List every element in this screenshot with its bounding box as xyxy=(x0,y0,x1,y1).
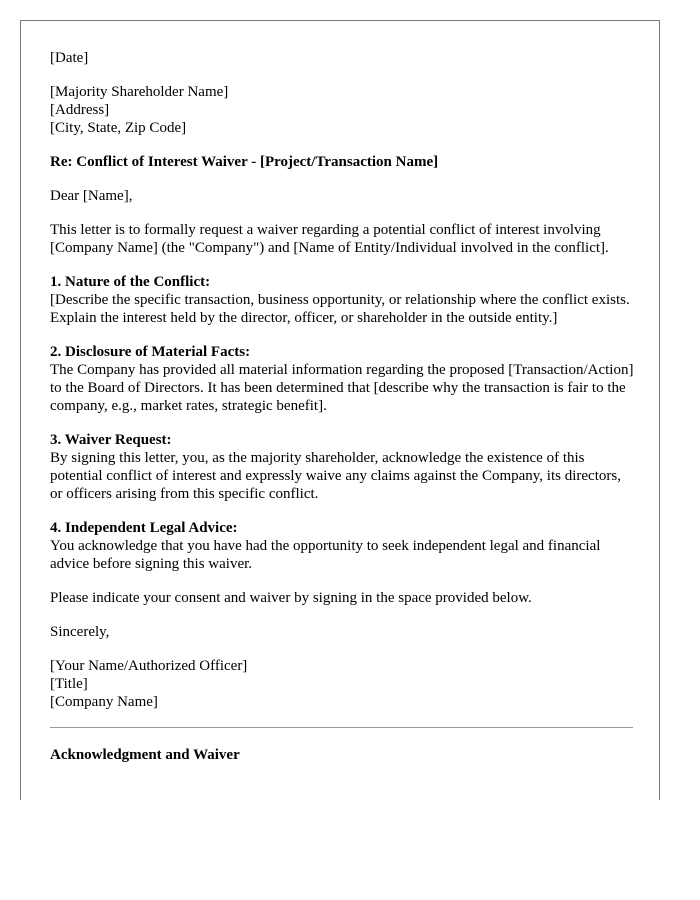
section-heading: 2. Disclosure of Material Facts: xyxy=(50,344,251,360)
signatory-title: [Title] xyxy=(50,676,88,692)
section-heading: 4. Independent Legal Advice: xyxy=(50,520,238,536)
recipient-city-state-zip: [City, State, Zip Code] xyxy=(50,120,187,136)
salutation: Dear [Name], xyxy=(50,188,133,204)
section-body: You acknowledge that you have had the opportunity to seek independent legal and financial advice before signing this waiver. xyxy=(50,538,601,572)
section-body: By signing this letter, you, as the majority shareholder, acknowledge the existence of this potential conflict of interest and expressly waive any claims against the Company, its directors, or officers arising from this specific conflict. xyxy=(50,450,621,502)
letter-content xyxy=(50,49,635,764)
recipient-address-block xyxy=(50,83,635,137)
date-block xyxy=(50,49,635,67)
intro-paragraph: This letter is to formally request a waiver regarding a potential conflict of interest involving [Company Name] (the "Company") and [Name of Entity/Individual involved in the conflict]. xyxy=(50,222,609,256)
section-heading: 1. Nature of the Conflict: xyxy=(50,274,211,290)
consent-request: Please indicate your consent and waiver by signing in the space provided below. xyxy=(50,590,532,606)
recipient-address: [Address] xyxy=(50,102,110,118)
closing: Sincerely, xyxy=(50,624,110,640)
section-body: [Describe the specific transaction, business opportunity, or relationship where the conflict exists. Explain the interest held by the director, officer, or shareholder in the outside entity.] xyxy=(50,292,630,326)
section-divider xyxy=(50,727,633,728)
letter-date: [Date] xyxy=(50,50,89,66)
subject-line: Re: Conflict of Interest Waiver - [Project/Transaction Name] xyxy=(50,154,439,170)
section-body: The Company has provided all material information regarding the proposed [Transaction/Action] to the Board of Directors. It has been determined that [describe why the transaction is fair to the company, e.g., market rates, strategic benefit]. xyxy=(50,362,634,414)
section-heading: 3. Waiver Request: xyxy=(50,432,172,448)
section-waiver-request xyxy=(50,431,635,503)
recipient-name: [Majority Shareholder Name] xyxy=(50,84,229,100)
letter-page xyxy=(20,20,660,800)
signatory-block xyxy=(50,657,635,711)
section-nature-of-conflict xyxy=(50,273,635,327)
section-independent-legal-advice xyxy=(50,519,635,573)
section-disclosure-of-material-facts xyxy=(50,343,635,415)
signatory-name: [Your Name/Authorized Officer] xyxy=(50,658,248,674)
signatory-company: [Company Name] xyxy=(50,694,158,710)
acknowledgment-heading: Acknowledgment and Waiver xyxy=(50,747,240,763)
